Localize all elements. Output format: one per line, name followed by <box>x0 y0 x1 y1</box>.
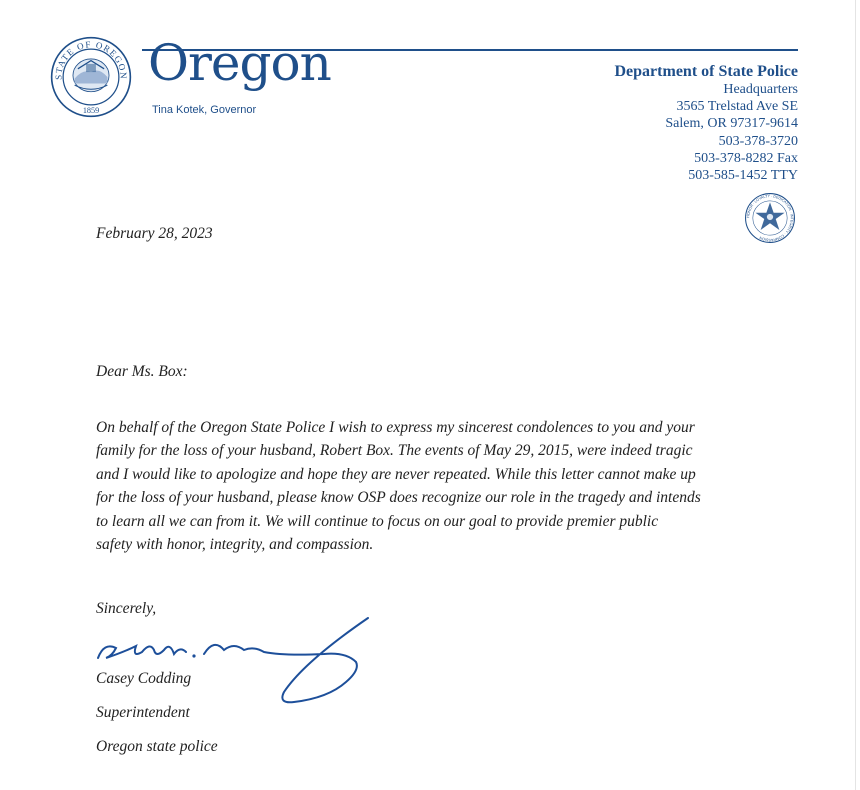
page-edge <box>855 0 856 790</box>
department-address-block <box>615 62 799 184</box>
tty-line: 503-585-1452 TTY <box>688 168 798 184</box>
handwritten-signature <box>84 606 374 706</box>
seal-arc-text: STATE OF OREGON <box>53 39 129 80</box>
department-name: Department of State Police <box>614 63 798 80</box>
body-line: and I would like to apologize and hope they are never repeated. While this letter cannot make up <box>96 465 696 483</box>
signer-name: Casey Codding <box>96 670 192 687</box>
address-line: Headquarters <box>723 82 798 97</box>
address-line: 3565 Trelstad Ave SE <box>676 99 798 115</box>
seal-year-text: 1859 <box>82 106 100 116</box>
signer-organization: Oregon state police <box>96 738 218 755</box>
badge-motto: HONOR · LOYALTY · DEDICATION · INTEGRITY · COMPASSION <box>746 194 794 242</box>
body-line: to learn all we can from it. We will continue to focus on our goal to provide premier public <box>96 512 659 530</box>
letter-date: February 28, 2023 <box>96 225 213 242</box>
oregon-wordmark: Oregon <box>148 34 331 92</box>
body-line: safety with honor, integrity, and compassion. <box>96 536 374 554</box>
fax-line: 503-378-8282 Fax <box>694 150 798 166</box>
signer-title: Superintendent <box>96 704 190 721</box>
body-line: for the loss of your husband, please know OSP does recognize our role in the tragedy and intends <box>96 489 701 507</box>
body-line: On behalf of the Oregon State Police I wish to express my sincerest condolences to you and your <box>96 419 695 436</box>
phone-line: 503-378-3720 <box>718 133 798 149</box>
body-line: family for the loss of your husband, Robert Box. The events of May 29, 2015, were indeed tragic <box>96 442 693 460</box>
governor-name: Tina Kotek, Governor <box>152 104 257 116</box>
oregon-state-seal-icon <box>50 36 132 118</box>
salutation: Dear Ms. Box: <box>96 363 188 380</box>
letter-body <box>96 416 786 556</box>
closing: Sincerely, <box>96 600 157 617</box>
address-line: Salem, OR 97317-9614 <box>665 116 798 132</box>
police-star-badge-icon <box>744 192 796 244</box>
